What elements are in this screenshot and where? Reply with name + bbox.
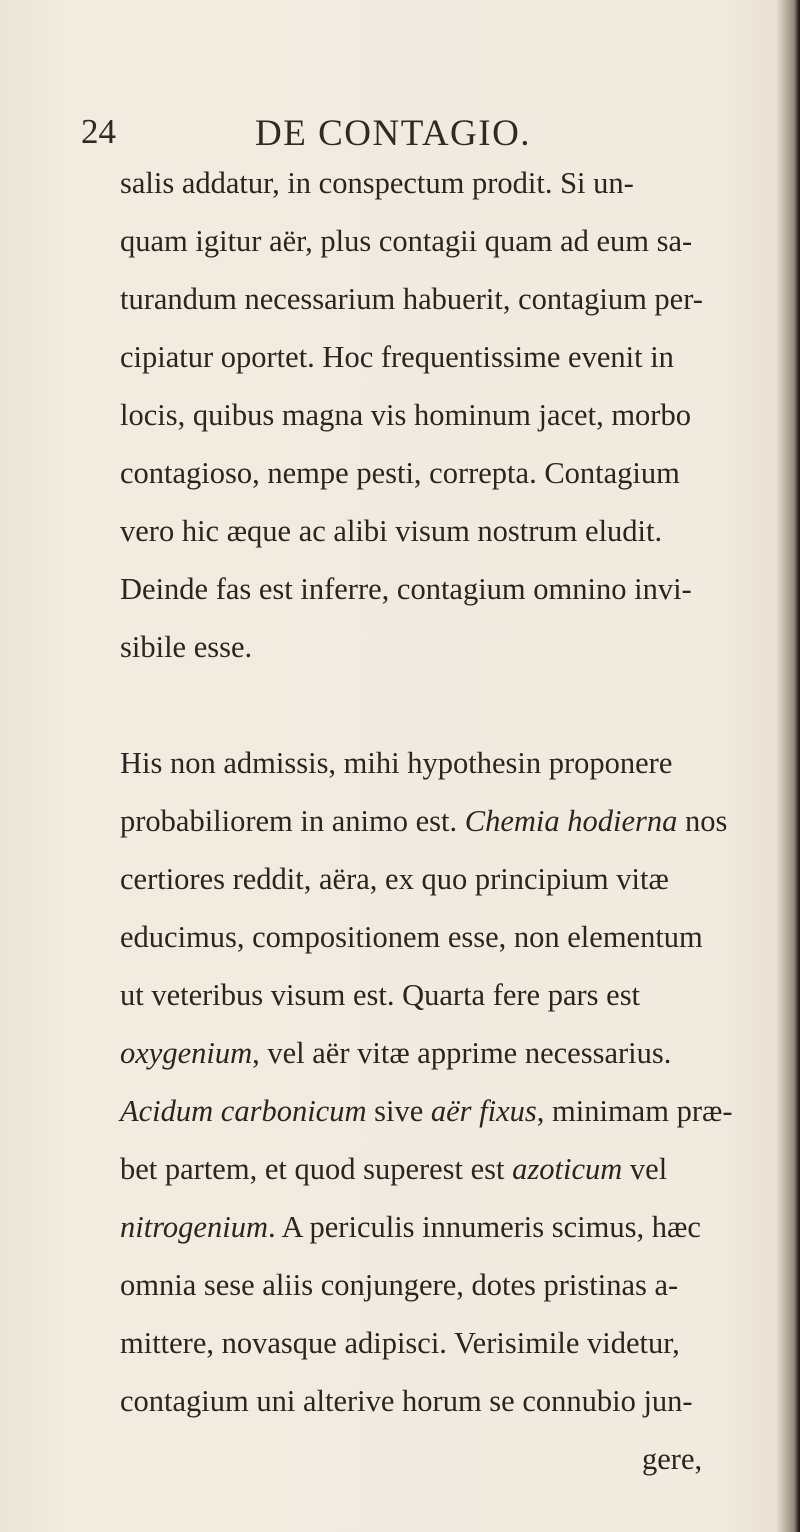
text-line: Acidum carbonicum sive aër fixus, minimam præ- (120, 1094, 733, 1128)
text-line: vero hic æque ac alibi visum nostrum eludit. (120, 514, 663, 548)
italic-term: nitrogenium (120, 1210, 268, 1244)
text-line: salis addatur, in conspectum prodit. Si un- (120, 166, 634, 200)
text-line: certiores reddit, aëra, ex quo principium vitæ (120, 862, 669, 896)
text-line: probabiliorem in animo est. Chemia hodierna nos (120, 804, 728, 838)
text-line: sibile esse. (120, 630, 253, 664)
italic-term: aër fixus (430, 1094, 537, 1128)
text-line: educimus, compositionem esse, non elementum (120, 920, 703, 954)
text-line: nitrogenium. A periculis innumeris scimus, hæc (120, 1210, 701, 1244)
text-line: turandum necessarium habuerit, contagium per- (120, 282, 703, 316)
text-line: ut veteribus visum est. Quarta fere pars est (120, 978, 641, 1012)
text-line: oxygenium, vel aër vitæ apprime necessarius. (120, 1036, 672, 1070)
text-line: His non admissis, mihi hypothesin proponere (120, 746, 673, 780)
text-line: Deinde fas est inferre, contagium omnino invi- (120, 572, 692, 606)
text-line: cipiatur oportet. Hoc frequentissime evenit in (120, 340, 674, 374)
text-line: omnia sese aliis conjungere, dotes pristinas a- (120, 1268, 679, 1302)
page-number: 24 (81, 112, 116, 151)
text-line: contagioso, nempe pesti, correpta. Contagium (120, 456, 680, 490)
catchword: gere, (642, 1442, 703, 1476)
text-line: quam igitur aër, plus contagii quam ad eum sa- (120, 224, 693, 258)
text-line: contagium uni alterive horum se connubio jun- (120, 1384, 693, 1418)
page-header (0, 112, 800, 162)
italic-term: oxygenium (120, 1036, 253, 1070)
text-line: bet partem, et quod superest est azoticum vel (120, 1152, 668, 1186)
running-head: DE CONTAGIO. (255, 113, 532, 154)
italic-term: Chemia hodierna (464, 804, 678, 838)
text-line: locis, quibus magna vis hominum jacet, morbo (120, 398, 691, 432)
italic-term: azoticum (512, 1152, 623, 1186)
text-line: mittere, novasque adipisci. Verisimile videtur, (120, 1326, 680, 1360)
italic-term: Acidum carbonicum (120, 1094, 367, 1128)
page-edge-shadow (794, 0, 800, 1532)
